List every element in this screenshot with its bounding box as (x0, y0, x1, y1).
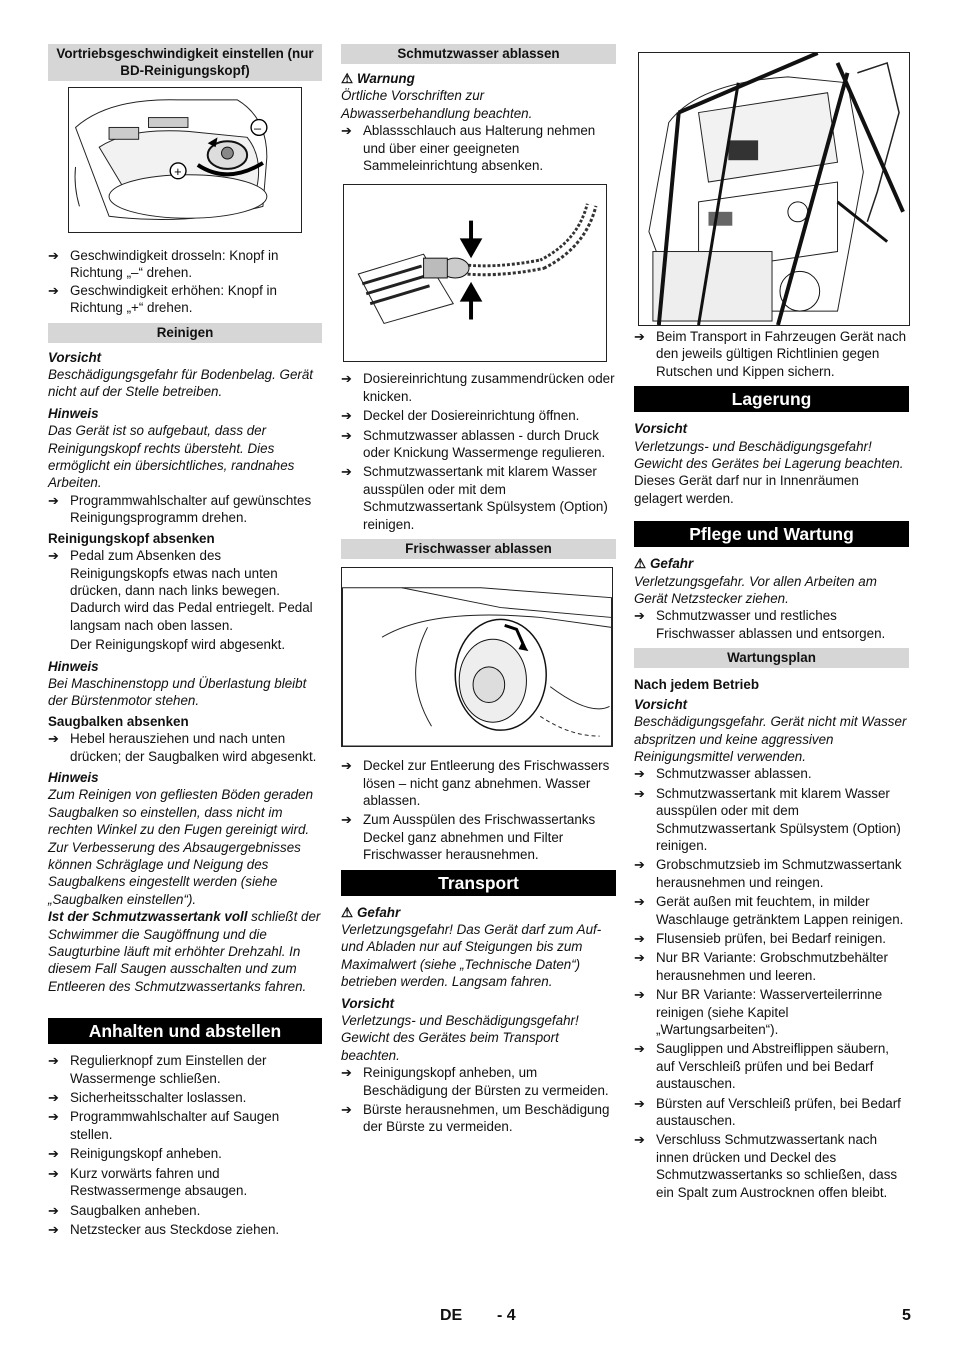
arrow-right-icon: ➔ (341, 464, 352, 480)
list-item: ➔ Sicherheitsschalter loslassen. (48, 1090, 247, 1106)
arrow-right-icon: ➔ (634, 987, 645, 1003)
arrow-right-icon: ➔ (48, 548, 59, 564)
caution-label: Vorsicht (634, 421, 688, 437)
step-pedal: ➔ Pedal zum Absenken des Reinigungskopfs etwas nach unten drücken, dann nach links bewegen. Dadurch wird das Pedal entriegelt. Pedal langsam nach oben lassen. (48, 548, 313, 633)
caution-text: Beschädigungsgefahr. Gerät nicht mit Wasser abspritzen und keine aggressiven Reinigungsmittel verwenden. (634, 714, 907, 764)
list-item: ➔ Saugbalken anheben. (48, 1202, 201, 1218)
arrow-right-icon: ➔ (634, 930, 645, 946)
arrow-right-icon: ➔ (341, 123, 352, 139)
heading-care: Pflege und Wartung (634, 521, 909, 547)
arrow-right-icon: ➔ (48, 1202, 59, 1218)
arrow-right-icon: ➔ (634, 785, 645, 801)
arrow-right-icon: ➔ (48, 492, 59, 508)
list-item: ➔ Reinigungskopf anheben. (48, 1146, 222, 1162)
list-item: ➔ Verschluss Schmutzwassertank nach innen drücken und Deckel des Schmutzwassertanks so schließen, dass ein Spalt zum Austrocknen offen bleibt. (634, 1132, 898, 1200)
list-item: ➔ Schmutzwasser ablassen. (634, 766, 812, 782)
list-item: ➔ Bürsten auf Verschleiß prüfen, bei Bedarf austauschen. (634, 1095, 901, 1129)
list-item: ➔ Zum Ausspülen des Frischwassertanks Deckel ganz abnehmen und Filter Frischwasser herausnehmen. (341, 812, 596, 863)
heading-storage: Lagerung (634, 386, 909, 412)
step-hose: ➔ Ablassschlauch aus Halterung nehmen und über einer geeigneten Sammeleinrichtung absenken. (341, 123, 596, 174)
arrow-right-icon: ➔ (634, 894, 645, 910)
note-bold: Ist der Schmutzwassertank voll (48, 909, 248, 925)
heading-maintenance-plan: Wartungsplan (634, 648, 909, 668)
list-item: ➔ Dosiereinrichtung zusammendrücken oder knicken. (341, 371, 615, 404)
caution-label: Vorsicht (634, 696, 688, 712)
list-item: ➔ Nur BR Variante: Wasserverteilerrinne reinigen (siehe Kapitel „Wartungsarbeiten“). (634, 987, 883, 1037)
list-item: ➔ Programmwahlschalter auf Saugen stellen. (48, 1109, 280, 1142)
column-middle (341, 44, 616, 1136)
step-speed-reduce: ➔ Geschwindigkeit drosseln: Knopf in Richtung „–“ drehen. (48, 248, 279, 281)
arrow-right-icon: ➔ (48, 1221, 59, 1237)
heading-speed: Vortriebsgeschwindigkeit einstellen (nur BD-Reinigungskopf) (48, 44, 322, 81)
step-vehicle: ➔ Beim Transport in Fahrzeugen Gerät nach den jeweils gültigen Richtlinien gegen Rutschen und Kippen sichern. (634, 329, 907, 379)
arrow-right-icon: ➔ (634, 1132, 645, 1148)
arrow-right-icon: ➔ (48, 1053, 59, 1069)
arrow-right-icon: ➔ (48, 282, 59, 298)
figure-fresh-water-cap (341, 567, 613, 747)
arrow-right-icon: ➔ (48, 1146, 59, 1162)
arrow-right-icon: ➔ (48, 1165, 59, 1181)
arrow-right-icon: ➔ (634, 608, 645, 624)
danger-label: ⚠ Gefahr (341, 904, 401, 920)
arrow-right-icon: ➔ (341, 408, 352, 424)
warning-triangle-icon: ⚠ (634, 556, 647, 572)
fig-plus-label: + (174, 163, 182, 179)
arrow-right-icon: ➔ (341, 1065, 352, 1081)
arrow-right-icon: ➔ (341, 758, 352, 774)
note-label: Hinweis (48, 405, 99, 421)
arrow-right-icon: ➔ (634, 857, 645, 873)
arrow-right-icon: ➔ (48, 731, 59, 747)
footer-page-number: 5 (902, 1307, 911, 1324)
list-item: ➔ Schmutzwassertank mit klarem Wasser ausspülen oder mit dem Schmutzwassertank Spülsystem (Option) reinigen. (634, 785, 901, 853)
arrow-right-icon: ➔ (341, 812, 352, 828)
heading-lower-squeegee: Saugbalken absenken (48, 713, 189, 729)
danger-text: Verletzungsgefahr! Das Gerät darf zum Auf- und Abladen nur auf Steigungen bis zum Maximalwert (siehe „Technische Daten“) betrieben werden. Langsam fahren. (341, 921, 602, 990)
caution-text: Verletzungs- und Beschädigungsgefahr! Gewicht des Gerätes beim Transport beachten. (341, 1012, 579, 1063)
note-label: Hinweis (48, 658, 99, 674)
list-item: ➔ Reinigungskopf anheben, um Beschädigung der Bürsten zu vermeiden. (341, 1065, 609, 1098)
caution-label: Vorsicht (341, 995, 395, 1011)
note-text: Ist der Schmutzwassertank voll schließt der Schwimmer die Saugöffnung und die Saugturbine läuft mit erhöhter Drehzahl. In diesem Fall Saugen ausschalten und zum Entleeren des Schmutzwassertanks fahren. (48, 909, 321, 994)
note-text: Zur Verbesserung des Absaugergebnisses können Schräglage und Neigung des Saugbalkens eingestellt werden (siehe „Saugbalken einstellen“). (48, 839, 301, 907)
caution-label: Vorsicht (48, 349, 102, 365)
arrow-right-icon: ➔ (48, 1109, 59, 1125)
arrow-right-icon: ➔ (634, 766, 645, 782)
column-left (48, 44, 322, 1238)
note-label: Hinweis (48, 769, 99, 785)
arrow-right-icon: ➔ (341, 427, 352, 443)
danger-label: ⚠ Gefahr (634, 556, 694, 572)
heading-stop: Anhalten und abstellen (48, 1018, 322, 1044)
footer-language: DE (440, 1307, 463, 1324)
result-pedal: Der Reinigungskopf wird abgesenkt. (70, 637, 286, 653)
list-item: ➔ Regulierknopf zum Einstellen der Wassermenge schließen. (48, 1053, 267, 1086)
note-text: Bei Maschinenstopp und Überlastung bleibt der Bürstenmotor stehen. (48, 675, 307, 709)
arrow-right-icon: ➔ (634, 1095, 645, 1111)
figure-transport-securing (638, 52, 910, 326)
heading-fresh-water: Frischwasser ablassen (341, 539, 616, 559)
list-item: ➔ Bürste herausnehmen, um Beschädigung der Bürste zu vermeiden. (341, 1102, 610, 1135)
column-right (634, 52, 909, 1201)
heading-clean: Reinigen (48, 323, 322, 343)
warning-label: ⚠ Warnung (341, 71, 415, 86)
figure-speed-knob (68, 87, 302, 233)
warning-triangle-icon: ⚠ (341, 904, 354, 920)
warning-triangle-icon: ⚠ (341, 71, 354, 86)
caution-text: Beschädigungsgefahr für Bodenbelag. Gerät nicht auf der Stelle betreiben. (48, 367, 314, 400)
caution-text: Verletzungs- und Beschädigungsgefahr! Gewicht des Gerätes bei Lagerung beachten. (634, 438, 904, 472)
arrow-right-icon: ➔ (634, 1041, 645, 1057)
note-text: Zum Reinigen von gefliesten Böden geraden Saugbalken so einstellen, dass nicht im rechten Winkel zu den Fugen gereinigt wird. (48, 787, 314, 838)
heading-after-operation: Nach jedem Betrieb (634, 677, 760, 693)
list-item: ➔ Flusensieb prüfen, bei Bedarf reinigen. (634, 930, 887, 946)
arrow-right-icon: ➔ (634, 329, 645, 344)
arrow-right-icon: ➔ (48, 1090, 59, 1106)
heading-transport: Transport (341, 870, 616, 896)
list-item: ➔ Deckel zur Entleerung des Frischwassers lösen – nicht ganz abnehmen. Wasser ablassen. (341, 758, 610, 808)
arrow-right-icon: ➔ (48, 248, 59, 263)
arrow-right-icon: ➔ (341, 371, 352, 387)
note-text: Das Gerät ist so aufgebaut, dass der Reinigungskopf rechts übersteht. Dies ermöglicht ein übersichtliches, randnahes Arbeiten. (48, 423, 295, 491)
arrow-right-icon: ➔ (634, 950, 645, 966)
figure-drain-hose (343, 184, 607, 362)
arrow-right-icon: ➔ (341, 1102, 352, 1117)
list-item: ➔ Nur BR Variante: Grobschmutzbehälter herausnehmen und leeren. (634, 950, 888, 983)
list-item: ➔ Sauglippen und Abstreiflippen säubern, auf Verschleiß prüfen und bei Bedarf austauschen. (634, 1041, 890, 1092)
footer-page-internal: - 4 (497, 1307, 516, 1324)
fig-minus-label: – (254, 120, 262, 136)
list-item: ➔ Netzstecker aus Steckdose ziehen. (48, 1221, 280, 1237)
list-item: ➔ Schmutzwasser ablassen - durch Druck oder Knickung Wassermenge regulieren. (341, 427, 606, 461)
list-item: ➔ Schmutzwassertank mit klarem Wasser ausspülen oder mit dem Schmutzwassertank Spülsystem (Option) reinigen. (341, 464, 608, 532)
step-lever: ➔ Hebel herausziehen und nach unten drücken; der Saugbalken wird abgesenkt. (48, 731, 317, 764)
list-item: ➔ Deckel der Dosiereinrichtung öffnen. (341, 408, 580, 424)
step-drain: ➔ Schmutzwasser und restliches Frischwasser ablassen und entsorgen. (634, 608, 886, 641)
step-speed-increase: ➔ Geschwindigkeit erhöhen: Knopf in Richtung „+“ drehen. (48, 282, 277, 316)
heading-lower-head: Reinigungskopf absenken (48, 530, 215, 546)
heading-dirty-water: Schmutzwasser ablassen (341, 44, 616, 64)
step-program: ➔ Programmwahlschalter auf gewünschtes Reinigungsprogramm drehen. (48, 492, 312, 526)
list-item: ➔ Grobschmutzsieb im Schmutzwassertank herausnehmen und reingen. (634, 857, 902, 890)
list-item: ➔ Gerät außen mit feuchtem, in milder Waschlauge getränktem Lappen reinigen. (634, 894, 904, 927)
warning-text: Örtliche Vorschriften zur Abwasserbehandlung beachten. (341, 88, 533, 121)
storage-text: Dieses Gerät darf nur in Innenräumen gelagert werden. (634, 473, 859, 506)
list-item: ➔ Kurz vorwärts fahren und Restwassermenge absaugen. (48, 1165, 248, 1199)
danger-text: Verletzungsgefahr. Vor allen Arbeiten am Gerät Netzstecker ziehen. (634, 573, 877, 607)
